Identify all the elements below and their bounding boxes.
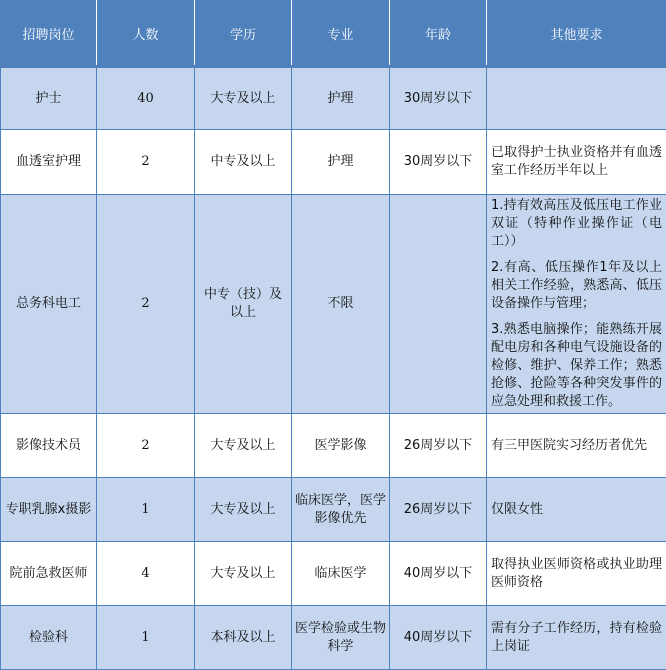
cell-major: 医学影像 <box>292 414 390 478</box>
requirement-text: 已取得护士执业资格并有血透室工作经历半年以上 <box>491 144 662 180</box>
cell-position: 血透室护理 <box>1 130 97 195</box>
cell-position: 总务科电工 <box>1 195 97 414</box>
cell-age: 30周岁以下 <box>390 130 487 195</box>
cell-position: 院前急救医师 <box>1 542 97 606</box>
table-row <box>1 542 666 606</box>
cell-education: 中专（技）及以上 <box>195 195 292 414</box>
cell-age: 40周岁以下 <box>390 542 487 606</box>
header-row <box>1 1 666 67</box>
table-row <box>1 606 666 670</box>
cell-requirements <box>487 67 666 130</box>
cell-requirements <box>487 478 666 542</box>
header-position: 招聘岗位 <box>1 1 97 67</box>
cell-education: 大专及以上 <box>195 478 292 542</box>
requirement-item: 1.持有效高压及低压电工作业双证（特种作业操作证（电工）） <box>491 197 662 251</box>
requirement-text: 需有分子工作经历，持有检验上岗证 <box>491 620 662 656</box>
cell-age: 30周岁以下 <box>390 67 487 130</box>
cell-age: 40周岁以下 <box>390 606 487 670</box>
cell-requirements <box>487 542 666 606</box>
header-education: 学历 <box>195 1 292 67</box>
requirement-text: 有三甲医院实习经历者优先 <box>491 437 662 455</box>
header-count: 人数 <box>97 1 195 67</box>
header-age: 年龄 <box>390 1 487 67</box>
cell-position: 检验科 <box>1 606 97 670</box>
table-row <box>1 67 666 130</box>
requirement-item: 3.熟悉电脑操作；能熟练开展配电房和各种电气设施设备的检修、维护、保养工作；熟悉抢修、抢险等各种突发事件的应急处理和救援工作。 <box>491 321 662 411</box>
table-row <box>1 414 666 478</box>
cell-position: 护士 <box>1 67 97 130</box>
cell-education: 本科及以上 <box>195 606 292 670</box>
cell-education: 大专及以上 <box>195 542 292 606</box>
cell-major: 护理 <box>292 67 390 130</box>
cell-major: 医学检验或生物科学 <box>292 606 390 670</box>
table-row <box>1 130 666 195</box>
cell-position: 影像技术员 <box>1 414 97 478</box>
table-row <box>1 478 666 542</box>
cell-count: 2 <box>97 130 195 195</box>
cell-major: 护理 <box>292 130 390 195</box>
cell-age: 26周岁以下 <box>390 478 487 542</box>
cell-age: 26周岁以下 <box>390 414 487 478</box>
cell-requirements <box>487 130 666 195</box>
requirement-text: 仅限女性 <box>491 501 662 519</box>
cell-major: 临床医学 <box>292 542 390 606</box>
table-body <box>1 67 666 670</box>
cell-major: 临床医学，医学影像优先 <box>292 478 390 542</box>
cell-count: 40 <box>97 67 195 130</box>
cell-education: 大专及以上 <box>195 414 292 478</box>
table-row <box>1 195 666 414</box>
cell-count: 2 <box>97 195 195 414</box>
cell-position: 专职乳腺x摄影 <box>1 478 97 542</box>
cell-count: 1 <box>97 606 195 670</box>
header-major: 专业 <box>292 1 390 67</box>
cell-count: 1 <box>97 478 195 542</box>
requirement-item: 2.有高、低压操作1年及以上相关工作经验，熟悉高、低压设备操作与管理； <box>491 259 662 313</box>
cell-requirements <box>487 414 666 478</box>
cell-education: 大专及以上 <box>195 67 292 130</box>
cell-major: 不限 <box>292 195 390 414</box>
cell-education: 中专及以上 <box>195 130 292 195</box>
cell-requirements <box>487 606 666 670</box>
cell-count: 4 <box>97 542 195 606</box>
cell-requirements <box>487 195 666 414</box>
cell-count: 2 <box>97 414 195 478</box>
requirement-text: 取得执业医师资格或执业助理医师资格 <box>491 556 662 592</box>
header-requirements: 其他要求 <box>487 1 666 67</box>
cell-age <box>390 195 487 414</box>
table-header <box>1 1 666 67</box>
